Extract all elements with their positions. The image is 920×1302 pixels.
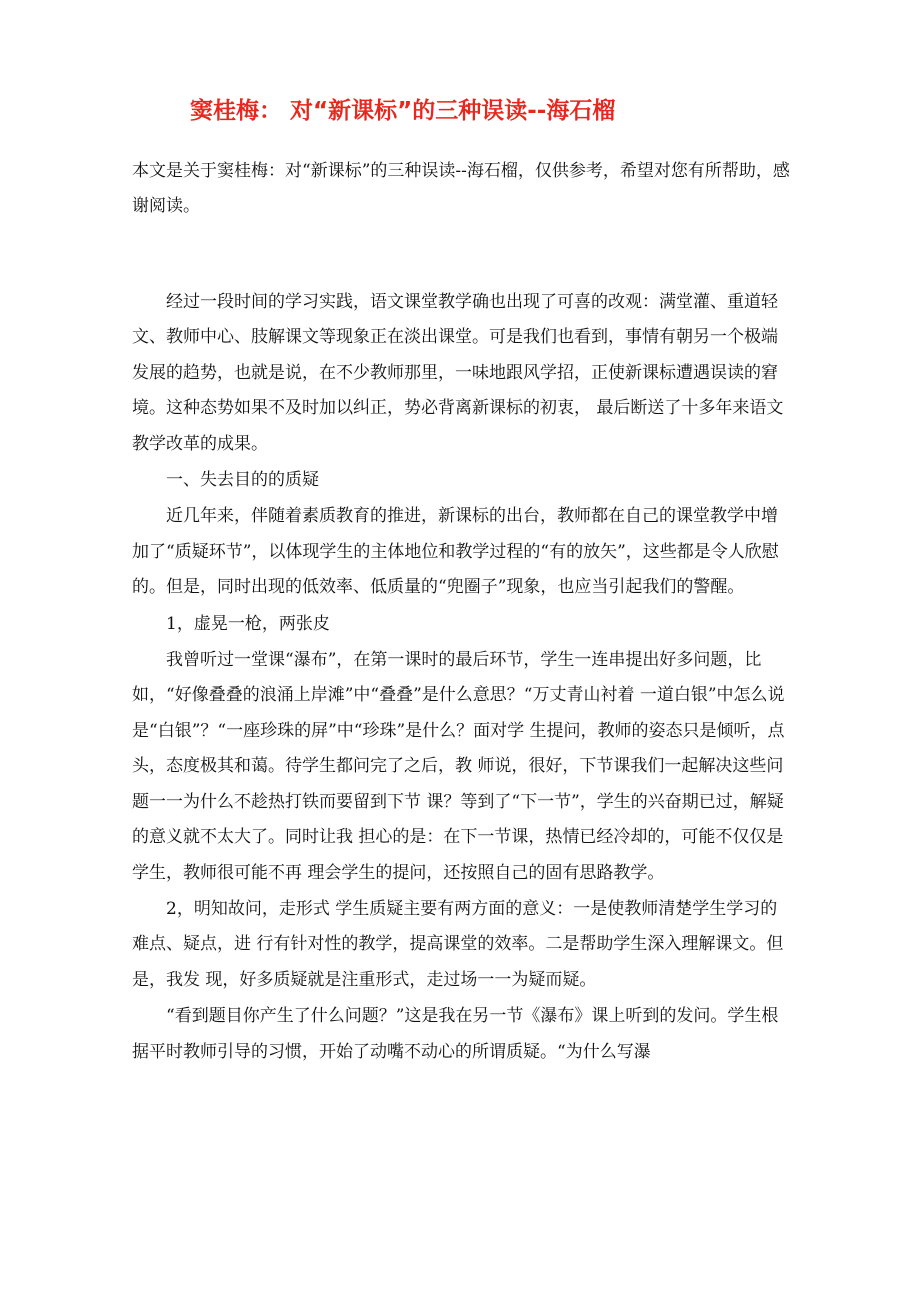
body-paragraph: 经过一段时间的学习实践，语文课堂教学确也出现了可喜的改观：满堂灌、重道轻文、教师中心、肢解课文等现象正在淡出课堂。可是我们也看到，事情有朝另一个极端发展的趋势，也就是说，在不少教师那里，一味地跟风学招，正使新课标遭遇误读的窘境。这种态势如果不及时加以纠正，势必背离新课标的初衷， 最后断送了十多年来语文教学改革的成果。 [132, 292, 784, 454]
body-paragraph: 2，明知故问，走形式 学生质疑主要有两方面的意义：一是使教师清楚学生学习的难点、疑点，进 行有针对性的教学，提高课堂的效率。二是帮助学生深入理解课文。但是，我发 现，好多质疑就是注重形式，走过场一一为疑而疑。 [132, 898, 784, 990]
intro-paragraph: 本文是关于窦桂梅：对“新课标”的三种误读--海石榴，仅供参考，希望对您有所帮助，感谢阅读。 [132, 161, 790, 216]
subsection-heading: 1，虚晃一枪，两张皮 [166, 613, 330, 634]
body-paragraph: 我曾听过一堂课“瀑布”，在第一课时的最后环节，学生一连串提出好多问题，比如，“好像叠叠的浪涌上岸滩”中“叠叠”是什么意思？“万丈青山衬着 一道白银”中怎么说是“白银”？“一座珍珠的屏”中“珍珠”是什么？面对学 生提问，教师的姿态只是倾听，点头，态度极其和蔼。待学生都问完了之后，教 师说，很好，下节课我们一起解决这些问题一一为什么不趁热打铁而要留到下节 课？等到了“下一节”，学生的兴奋期已过，解疑的意义就不太大了。同时让我 担心的是：在下一节课，热情已经冷却的，可能不仅仅是学生，教师很可能不再 理会学生的提问，还按照自己的固有思路教学。 [132, 650, 785, 883]
section-heading: 一、失去目的的质疑 [166, 470, 319, 491]
body-paragraph: 近几年来，伴随着素质教育的推进，新课标的出台，教师都在自己的课堂教学中增加了“质疑环节”，以体现学生的主体地位和教学过程的“有的放矢”，这些都是令人欣慰的。但是，同时出现的低效率、低质量的“兜圈子”现象，也应当引起我们的警醒。 [132, 506, 779, 598]
document-body [132, 285, 792, 1071]
document-title: 窦桂梅： 对“新课标”的三种误读--海石榴 [190, 98, 616, 124]
body-paragraph: “看到题目你产生了什么问题？”这是我在另一节《瀑布》课上听到的发问。学生根据平时教师引导的习惯，开始了动嘴不动心的所谓质疑。“为什么写瀑 [132, 1006, 779, 1062]
